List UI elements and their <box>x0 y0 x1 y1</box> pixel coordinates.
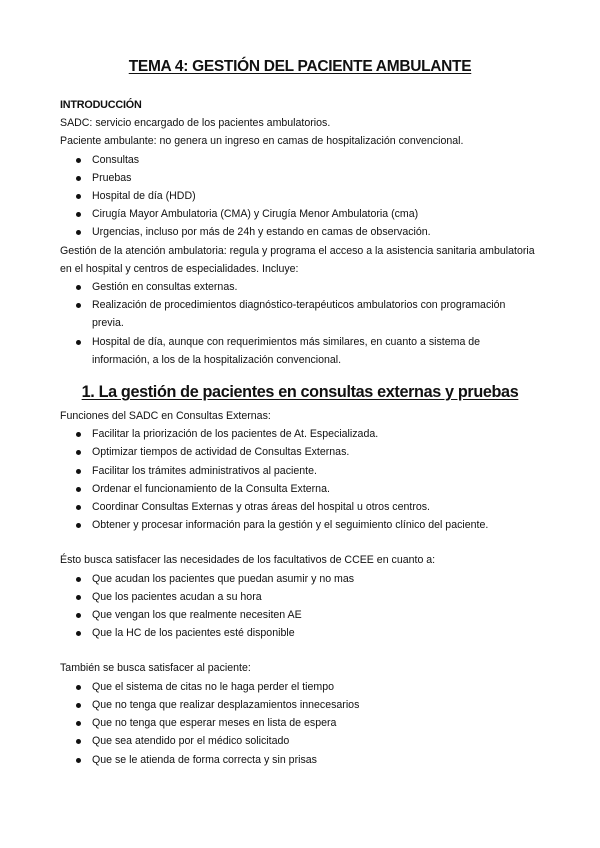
list-item: Hospital de día, aunque con requerimientos más similares, en cuanto a sistema de información, a los de la hospitalización convencional. <box>60 333 540 369</box>
ccee-list <box>60 570 540 643</box>
spacer <box>60 534 540 551</box>
patient-intro: También se busca satisfacer al paciente: <box>60 662 251 675</box>
list-item: Consultas <box>60 151 540 169</box>
intro-line-gestion: Gestión de la atención ambulatoria: regula y programa el acceso a la asistencia sanitaria ambulatoria en el hospital y centros de especialidades. Incluye: <box>60 244 535 275</box>
ccee-intro: Ésto busca satisfacer las necesidades de los facultativos de CCEE en cuanto a: <box>60 554 436 567</box>
list-item: Urgencias, incluso por más de 24h y estando en camas de observación. <box>60 223 540 241</box>
list-item: Ordenar el funcionamiento de la Consulta Externa. <box>60 480 540 498</box>
document-title: TEMA 4: GESTIÓN DEL PACIENTE AMBULANTE <box>128 58 472 75</box>
list-item: Gestión en consultas externas. <box>60 278 540 296</box>
list-item: Que los pacientes acudan a su hora <box>60 588 540 606</box>
intro-list-2 <box>60 278 540 369</box>
intro-line-sadc: SADC: servicio encargado de los pacientes ambulatorios. <box>60 117 331 130</box>
functions-list <box>60 425 540 534</box>
list-item: Facilitar la priorización de los pacientes de At. Especializada. <box>60 425 540 443</box>
list-item: Optimizar tiempos de actividad de Consultas Externas. <box>60 443 540 461</box>
list-item: Que el sistema de citas no le haga perder el tiempo <box>60 678 540 696</box>
list-item: Obtener y procesar información para la gestión y el seguimiento clínico del paciente. <box>60 516 540 534</box>
spacer <box>60 642 540 659</box>
list-item: Que vengan los que realmente necesiten AE <box>60 606 540 624</box>
list-item: Cirugía Mayor Ambulatoria (CMA) y Cirugía Menor Ambulatoria (cma) <box>60 205 540 223</box>
patient-list <box>60 678 540 769</box>
functions-intro: Funciones del SADC en Consultas Externas: <box>60 410 271 423</box>
intro-line-paciente-ambulante: Paciente ambulante: no genera un ingreso en camas de hospitalización convencional. <box>60 135 464 148</box>
list-item: Hospital de día (HDD) <box>60 187 540 205</box>
intro-list-1 <box>60 151 540 242</box>
list-item: Pruebas <box>60 169 540 187</box>
list-item: Facilitar los trámites administrativos al paciente. <box>60 462 540 480</box>
list-item: Que se le atienda de forma correcta y sin prisas <box>60 751 540 769</box>
list-item: Realización de procedimientos diagnóstico-terapéuticos ambulatorios con programación previa. <box>60 296 540 332</box>
section-1-heading: 1. La gestión de pacientes en consultas externas y pruebas <box>81 383 519 402</box>
list-item: Coordinar Consultas Externas y otras áreas del hospital u otros centros. <box>60 498 540 516</box>
list-item: Que la HC de los pacientes esté disponible <box>60 624 540 642</box>
list-item: Que no tenga que esperar meses en lista de espera <box>60 714 540 732</box>
list-item: Que no tenga que realizar desplazamientos innecesarios <box>60 696 540 714</box>
list-item: Que sea atendido por el médico solicitado <box>60 732 540 750</box>
intro-heading: INTRODUCCIÓN <box>60 99 142 111</box>
list-item: Que acudan los pacientes que puedan asumir y no mas <box>60 570 540 588</box>
